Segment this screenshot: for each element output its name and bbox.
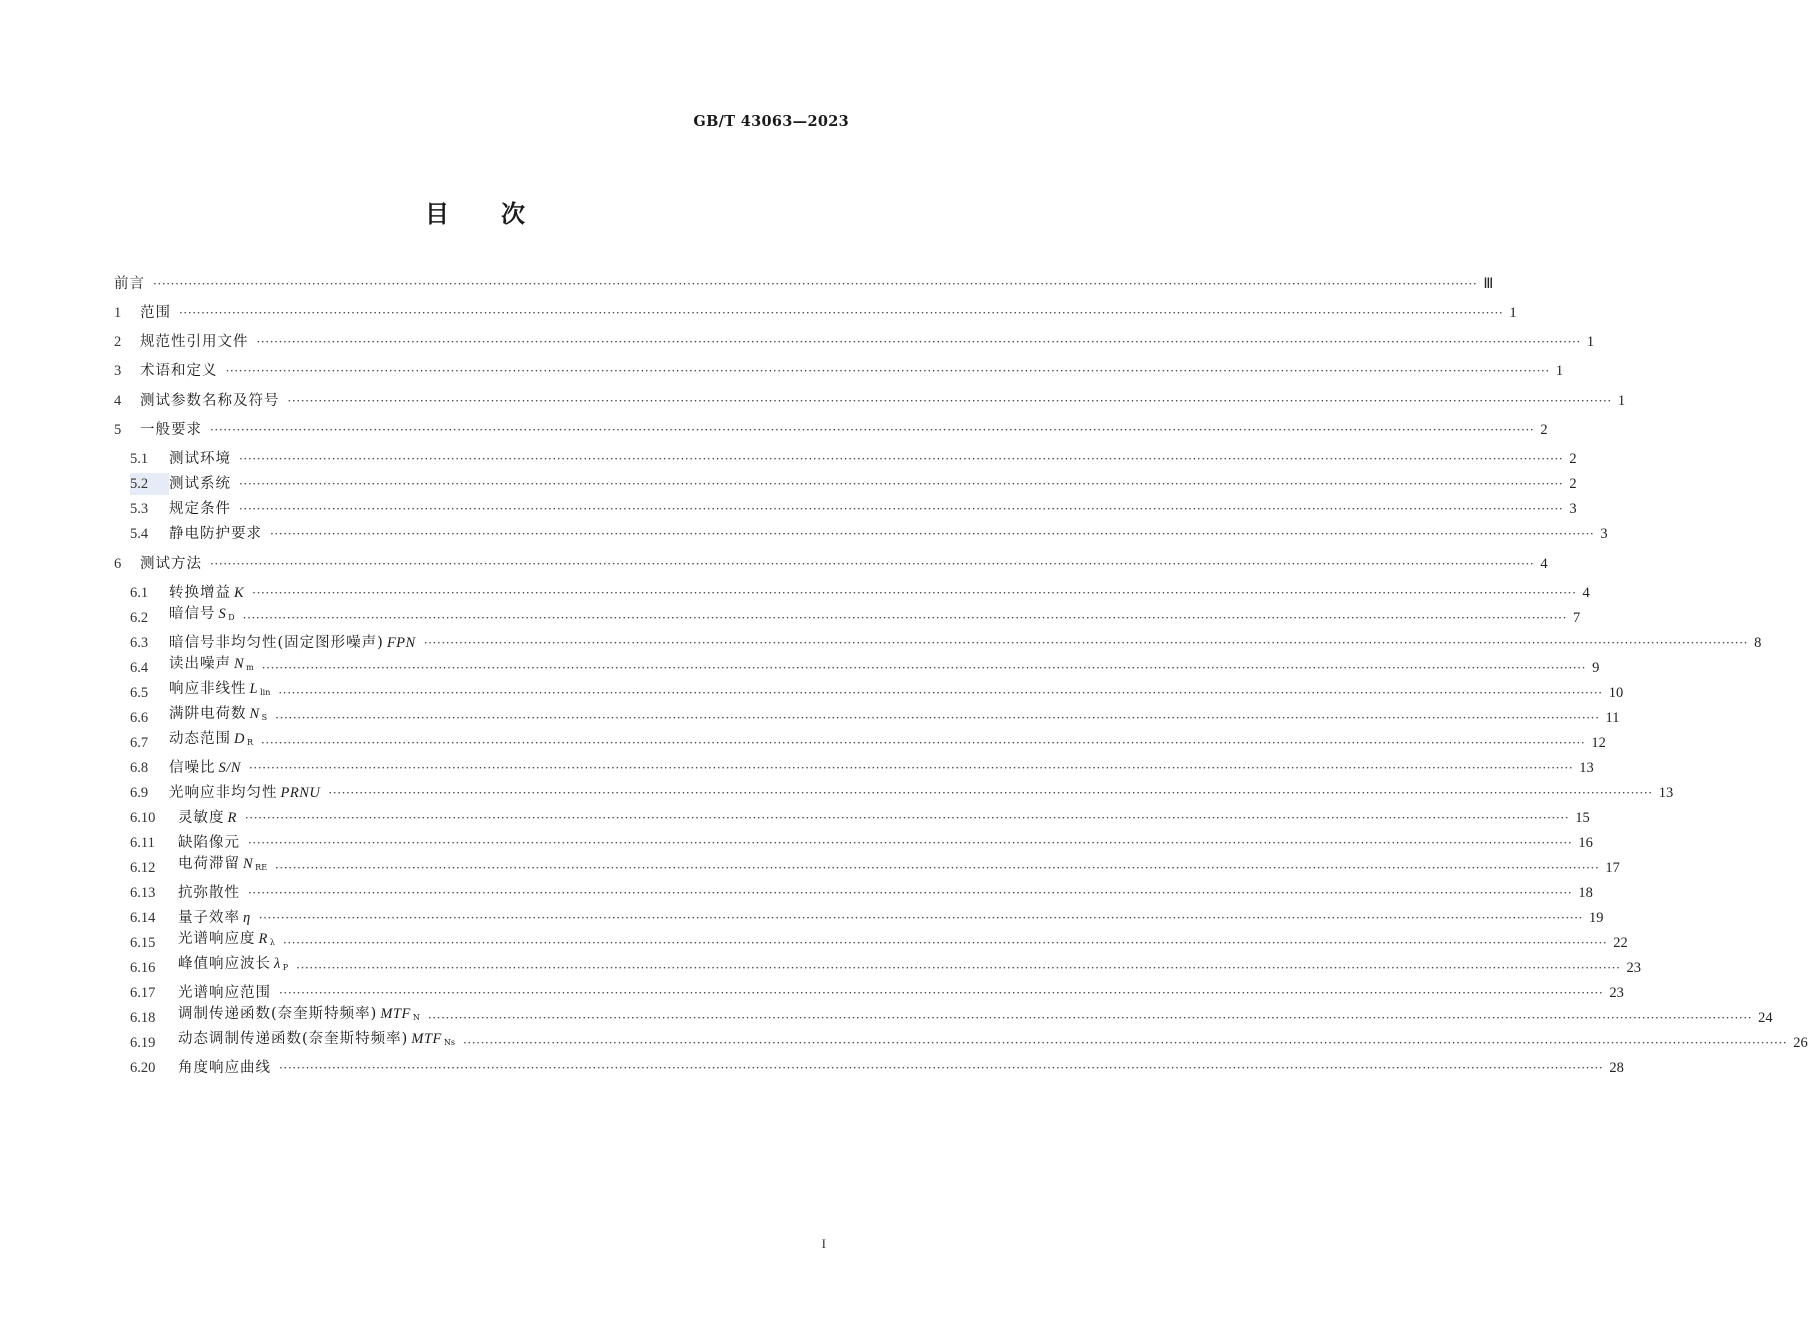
- leader-dots: ············································································································································································································································································································: [242, 611, 1568, 625]
- leader-dots: ············································································································································································································································································································: [270, 527, 1595, 541]
- toc-entry-number: 6.14: [130, 910, 156, 926]
- toc-entry-title: 电荷滞留 N $_{RE}$: [178, 856, 268, 872]
- leader-dots: ············································································································································································································································································································: [256, 335, 1581, 349]
- leader-dots: ············································································································································································································································································································: [258, 911, 1584, 925]
- toc-entry-number: 5: [114, 422, 122, 438]
- leader-dots: ············································································································································································································································································································: [239, 477, 1564, 491]
- toc-entry-page: 26: [1793, 1035, 1808, 1051]
- leader-dots: ············································································································································································································································································································: [462, 1036, 1788, 1050]
- toc-entry[interactable]: [114, 1057, 1624, 1079]
- toc-entry-page: 19: [1589, 910, 1604, 926]
- leader-dots: ············································································································································································································································································································: [427, 1011, 1753, 1025]
- toc-entry-title: 抗弥散性: [178, 885, 240, 901]
- toc-entry-page: 9: [1592, 660, 1600, 676]
- toc-entry-title: 测试方法: [140, 556, 202, 572]
- toc-entry-page: 13: [1658, 785, 1674, 801]
- toc-entry[interactable]: [114, 907, 1604, 929]
- toc-entry[interactable]: [114, 882, 1593, 904]
- toc-entry-title: 前言: [114, 276, 145, 292]
- toc-entry-page: 24: [1758, 1010, 1773, 1026]
- toc-entry-page: 17: [1605, 860, 1620, 876]
- toc-entry-symbol: S: [218, 606, 227, 622]
- toc-entry-number: 5.2: [130, 473, 169, 495]
- toc-entry-number: 6.6: [130, 710, 149, 726]
- leader-dots: ············································································································································································································································································································: [248, 836, 1573, 850]
- leader-dots: ············································································································································································································································································································: [179, 306, 1504, 320]
- leader-dots: ············································································································································································································································································································: [244, 811, 1570, 825]
- toc-entry[interactable]: [114, 1031, 1808, 1054]
- toc-entry-title: 信噪比 S/N: [169, 760, 241, 776]
- toc-entry-number: 6.13: [130, 885, 156, 901]
- toc-entry-page: 1: [1617, 393, 1626, 409]
- toc-entry-subscript: RE: [255, 863, 268, 872]
- toc-entry[interactable]: [114, 832, 1593, 854]
- toc-entry-title: 光响应非均匀性 PRNU: [169, 785, 321, 801]
- toc-entry-page: 13: [1579, 760, 1594, 776]
- toc-entry[interactable]: [114, 807, 1590, 829]
- toc-entry-title: 暗信号 S $_D$: [169, 606, 235, 622]
- toc-entry-symbol: R: [258, 931, 268, 947]
- toc-entry[interactable]: [114, 273, 1494, 295]
- toc-entry-symbol: N: [249, 706, 260, 722]
- toc-entry[interactable]: [114, 390, 1626, 412]
- toc-entry[interactable]: [114, 360, 1564, 382]
- toc-entry-title: 转换增益 K: [169, 585, 245, 601]
- toc-entry-title: 静电防护要求: [169, 526, 262, 542]
- toc-entry-page: 8: [1754, 635, 1762, 651]
- toc-entry[interactable]: [114, 523, 1608, 545]
- leader-dots: ············································································································································································································································································································: [275, 861, 1600, 875]
- toc-entry[interactable]: [114, 419, 1548, 441]
- toc-entry-page: Ⅲ: [1483, 276, 1494, 292]
- toc-entry[interactable]: [114, 982, 1624, 1004]
- toc-entry-title: 动态调制传递函数(奈奎斯特频率) MTF $_{Ns}$: [178, 1031, 455, 1047]
- toc-entry-page: 18: [1578, 885, 1593, 901]
- toc-entry-subscript: S: [261, 713, 268, 722]
- toc-entry-symbol: D: [234, 731, 245, 747]
- toc-entry-number: 6.7: [130, 735, 149, 751]
- toc-entry-symbol: N: [243, 856, 254, 872]
- toc-entry-page: 10: [1608, 685, 1624, 701]
- toc-entry-symbol: FPN: [386, 635, 416, 651]
- toc-entry-title: 暗信号非均匀性(固定图形噪声) FPN: [169, 635, 416, 651]
- toc-entry-number: 6.11: [130, 835, 155, 851]
- toc-entry-title: 测试系统: [169, 476, 231, 492]
- toc-entry-subscript: Ns: [443, 1038, 455, 1047]
- toc-entry[interactable]: [114, 757, 1594, 779]
- toc-entry-symbol: MTF: [411, 1031, 442, 1047]
- toc-entry[interactable]: [114, 706, 1620, 729]
- toc-entry[interactable]: [114, 782, 1674, 804]
- page-title: 目次: [425, 200, 577, 228]
- toc-entry-subscript: R: [246, 738, 254, 747]
- toc-entry-number: 6.3: [130, 635, 149, 651]
- toc-entry-title: 满阱电荷数 N $_S$: [169, 706, 268, 722]
- toc-entry[interactable]: [114, 1006, 1773, 1029]
- toc-entry-number: 5.3: [130, 501, 149, 517]
- toc-entry-title: 读出噪声 N $_m$: [169, 656, 254, 672]
- toc-entry-number: 6.8: [130, 760, 149, 776]
- toc-entry[interactable]: [114, 473, 1577, 495]
- leader-dots: ············································································································································································································································································································: [225, 364, 1550, 378]
- leader-dots: ············································································································································································································································································································: [239, 452, 1564, 466]
- toc-entry-subscript: m: [246, 663, 254, 672]
- toc-entry-page: 3: [1569, 501, 1577, 517]
- toc-entry-number: 6.20: [130, 1060, 156, 1076]
- toc-entry-page: 2: [1569, 476, 1577, 492]
- toc-entry[interactable]: [114, 856, 1620, 879]
- toc-entry[interactable]: [114, 956, 1642, 979]
- toc-entry-title: 测试参数名称及符号: [140, 393, 280, 409]
- toc-entry-number: 6.1: [130, 585, 149, 601]
- toc-entry-symbol: R: [227, 810, 237, 826]
- toc-entry-symbol: MTF: [380, 1006, 411, 1022]
- toc-entry-number: 5.1: [130, 451, 149, 467]
- toc-entry[interactable]: [114, 331, 1595, 353]
- leader-dots: ············································································································································································································································································································: [279, 1061, 1604, 1075]
- toc-entry-page: 4: [1582, 585, 1590, 601]
- toc-entry-number: 6.17: [130, 985, 156, 1001]
- toc-entry-title: 角度响应曲线: [178, 1060, 271, 1076]
- toc-entry-title: 术语和定义: [140, 363, 218, 379]
- toc-entry-number: 6.10: [130, 810, 156, 826]
- toc-entry-page: 2: [1569, 451, 1577, 467]
- leader-dots: ············································································································································································································································································································: [279, 986, 1604, 1000]
- leader-dots: ············································································································································································································································································································: [252, 586, 1577, 600]
- toc-entry-number: 6.19: [130, 1035, 156, 1051]
- toc-entry-title: 光谱响应范围: [178, 985, 271, 1001]
- toc-entry[interactable]: [114, 582, 1590, 604]
- toc-entry-number: 1: [114, 305, 122, 321]
- toc-entry-page: 7: [1573, 610, 1581, 626]
- toc-entry-page: 15: [1575, 810, 1590, 826]
- toc-entry-title: 量子效率 η: [178, 910, 251, 926]
- toc-entry[interactable]: [114, 656, 1600, 679]
- leader-dots: ············································································································································································································································································································: [278, 686, 1603, 700]
- toc-entry-subscript: D: [228, 613, 235, 622]
- toc-entry-subscript: P: [282, 963, 289, 972]
- toc-entry-symbol: K: [234, 585, 245, 601]
- toc-entry-page: 4: [1540, 556, 1548, 572]
- toc-entry-number: 6.4: [130, 660, 149, 676]
- toc-entry-number: 6.18: [130, 1010, 156, 1026]
- leader-dots: ············································································································································································································································································································: [282, 936, 1608, 950]
- leader-dots: ············································································································································································································································································································: [210, 423, 1535, 437]
- toc-entry[interactable]: [114, 553, 1548, 575]
- toc-entry-title: 灵敏度 R: [178, 810, 237, 826]
- toc-entry-number: 6.16: [130, 960, 156, 976]
- toc-entry-title: 调制传递函数(奈奎斯特频率) MTF $_N$: [178, 1006, 420, 1022]
- leader-dots: ············································································································································································································································································································: [261, 736, 1586, 750]
- page-number: I: [821, 1236, 826, 1251]
- toc-entry-symbol: λ: [274, 956, 281, 972]
- toc-entry-title: 范围: [140, 305, 171, 321]
- toc-entry[interactable]: [114, 931, 1628, 954]
- toc-entry[interactable]: [114, 448, 1577, 470]
- toc-entry-subscript: lin: [260, 688, 271, 697]
- toc-entry-title: 缺陷像元: [178, 835, 240, 851]
- toc-entry-number: 6.2: [130, 610, 149, 626]
- toc-entry-title: 规定条件: [169, 501, 231, 517]
- toc-entry-number: 3: [114, 363, 122, 379]
- toc-entry[interactable]: [114, 632, 1762, 654]
- toc-entry-symbol: PRNU: [280, 785, 321, 801]
- leader-dots: ············································································································································································································································································································: [275, 711, 1600, 725]
- toc-entry-title: 测试环境: [169, 451, 231, 467]
- toc-entry-page: 2: [1540, 422, 1548, 438]
- toc-entry-number: 6: [114, 556, 122, 572]
- toc-entry-symbol: S/N: [218, 760, 241, 776]
- toc-entry-number: 6.12: [130, 860, 156, 876]
- toc-entry-subscript: N: [412, 1013, 420, 1022]
- toc-entry[interactable]: [114, 606, 1581, 629]
- leader-dots: ············································································································································································································································································································: [296, 961, 1621, 975]
- toc-entry-number: 4: [114, 393, 122, 409]
- leader-dots: ············································································································································································································································································································: [239, 502, 1564, 516]
- toc-entry-number: 6.15: [130, 935, 156, 951]
- standard-code: GB/T 43063—2023: [693, 113, 849, 130]
- toc-entry-page: 1: [1509, 305, 1517, 321]
- toc-entry-title: 光谱响应度 R $_\lambda$: [178, 931, 275, 947]
- leader-dots: ············································································································································································································································································································: [248, 761, 1574, 775]
- leader-dots: ············································································································································································································································································································: [261, 661, 1587, 675]
- toc-entry[interactable]: [114, 498, 1577, 520]
- leader-dots: ············································································································································································································································································································: [248, 886, 1573, 900]
- toc-entry[interactable]: [114, 302, 1517, 324]
- toc-entry-page: 1: [1586, 334, 1595, 350]
- toc-entry[interactable]: [114, 681, 1624, 704]
- leader-dots: ············································································································································································································································································································: [287, 394, 1612, 408]
- leader-dots: ············································································································································································································································································································: [328, 786, 1653, 800]
- toc-entry-title: 一般要求: [140, 422, 202, 438]
- toc-entry-title: 峰值响应波长 λ $_P$: [178, 956, 289, 972]
- toc-entry-page: 28: [1609, 1060, 1624, 1076]
- toc-entry-symbol: η: [243, 910, 251, 926]
- toc-entry-number: 5.4: [130, 526, 149, 542]
- toc-entry-symbol: N: [234, 656, 245, 672]
- toc-entry-number: 6.5: [130, 685, 149, 701]
- toc-entry-title: 响应非线性 L $_{lin}$: [169, 681, 271, 697]
- toc-entry-page: 23: [1609, 985, 1624, 1001]
- toc-entry-symbol: L: [249, 681, 259, 697]
- toc-entry-page: 1: [1555, 363, 1564, 379]
- toc-entry-title: 规范性引用文件: [140, 334, 249, 350]
- toc-entry-page: 3: [1600, 526, 1608, 542]
- toc-entry-page: 12: [1591, 735, 1606, 751]
- toc-entry-title: 动态范围 D $_R$: [169, 731, 254, 747]
- leader-dots: ············································································································································································································································································································: [210, 557, 1535, 571]
- toc-entry-page: 22: [1613, 935, 1628, 951]
- toc-entry-subscript: λ: [269, 938, 275, 947]
- toc-entry-number: 2: [114, 334, 122, 350]
- leader-dots: ············································································································································································································································································································: [423, 636, 1749, 650]
- toc-entry[interactable]: [114, 731, 1606, 754]
- toc-entry-page: 11: [1605, 710, 1620, 726]
- leader-dots: ············································································································································································································································································································: [153, 277, 1478, 291]
- toc-entry-number: 6.9: [130, 785, 149, 801]
- toc-entry-page: 16: [1578, 835, 1593, 851]
- toc-entry-page: 23: [1626, 960, 1642, 976]
